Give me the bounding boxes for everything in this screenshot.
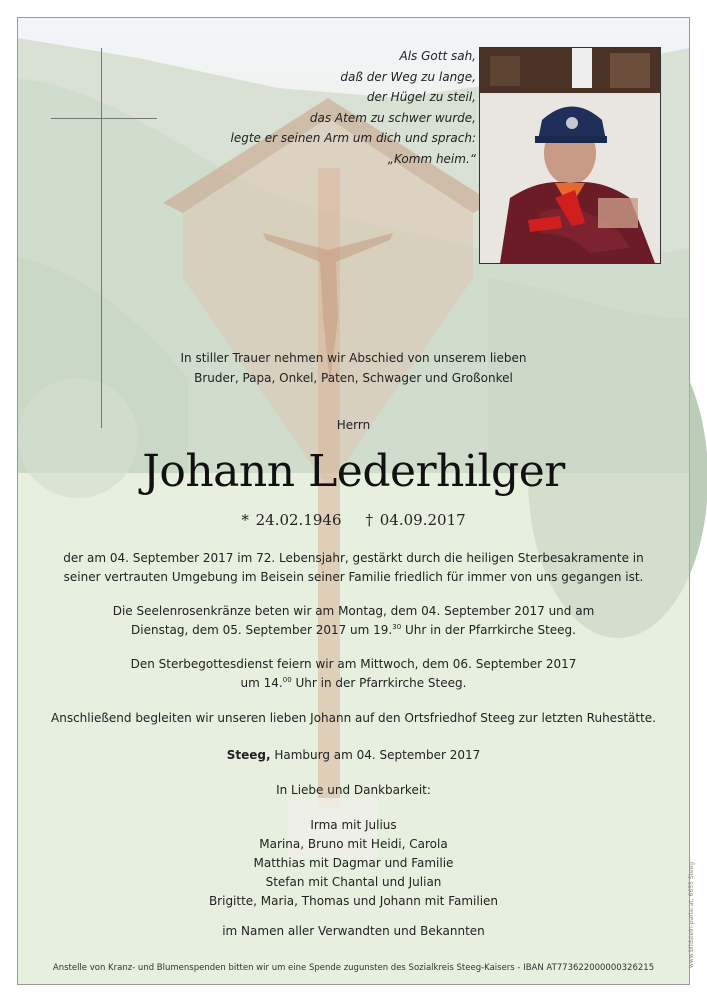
mourners-list	[18, 816, 689, 911]
gratitude-line	[18, 781, 689, 800]
mourner-entry: Stefan mit Chantal und Julian	[265, 875, 442, 889]
funeral-mass-line-2	[18, 674, 689, 693]
funeral-mass-line-2-rest: Uhr in der Pfarrkirche Steeg.	[291, 676, 467, 690]
life-dates	[18, 511, 689, 529]
intro-line-2: Bruder, Papa, Onkel, Paten, Schwager und Großonkel	[194, 371, 513, 385]
poem-line: „Komm heim.“	[387, 151, 476, 166]
closing-text: im Namen aller Verwandten und Bekannten	[222, 924, 485, 938]
burial-line: Anschließend begleiten wir unseren lieben Johann auf den Ortsfriedhof Steeg zur letzten Ruhestätte.	[51, 711, 656, 725]
date-line: Hamburg am 04. September 2017	[270, 748, 481, 762]
place-date	[18, 746, 689, 765]
obituary-card	[17, 17, 695, 985]
funeral-mass-paragraph	[18, 655, 689, 693]
death-paragraph-line-1: der am 04. September 2017 im 72. Lebensjahr, gestärkt durch die heiligen Sterbesakramente in	[63, 551, 644, 565]
mourner-entry: Brigitte, Maria, Thomas und Johann mit Familien	[208, 894, 499, 908]
burial-paragraph	[18, 709, 689, 728]
donation-footer: Anstelle von Kranz- und Blumenspenden bitten wir um eine Spende zugunsten des Sozialkreis Steeg-Kaisers - IBAN AT773622000000326215	[52, 963, 655, 973]
intro-text	[18, 348, 689, 388]
closing-line	[18, 922, 689, 941]
honorific: Herrn	[336, 418, 371, 432]
poem-line: das Atem zu schwer wurde,	[309, 110, 476, 125]
funeral-mass-line-2-text: um 14.	[240, 676, 283, 690]
rosary-line-2	[18, 621, 689, 640]
poem-line: der Hügel zu steil,	[366, 90, 476, 104]
poem-line: Als Gott sah,	[399, 49, 476, 63]
mourner-entry: Matthias mit Dagmar und Familie	[253, 856, 454, 870]
portrait-illustration	[480, 48, 660, 263]
mourner-entry: Marina, Bruno mit Heidi, Carola	[259, 837, 448, 851]
rosary-time-minutes: 30	[392, 623, 402, 631]
rosary-line-1: Die Seelenrosenkränze beten wir am Montag, dem 04. September 2017 und am	[112, 604, 595, 618]
death-date: † 04.09.2017	[365, 511, 466, 529]
poem-line: daß der Weg zu lange,	[340, 69, 476, 84]
funeral-mass-time-minutes: 00	[282, 676, 292, 684]
birth-date: * 24.02.1946	[241, 511, 342, 529]
deceased-name: Johann Lederhilger	[142, 446, 565, 497]
place: Steeg,	[226, 748, 271, 762]
gratitude-text: In Liebe und Dankbarkeit:	[276, 783, 431, 797]
funeral-mass-line-1: Den Sterbegottesdienst feiern wir am Mittwoch, dem 06. September 2017	[130, 657, 577, 671]
death-paragraph	[18, 549, 689, 587]
print-credit: www.bildstein-parte.at, 6655 Steeg	[688, 861, 695, 968]
rosary-line-2-rest: Uhr in der Pfarrkirche Steeg.	[401, 623, 576, 637]
rosary-paragraph	[18, 602, 689, 640]
rosary-line-2-text: Dienstag, dem 05. September 2017 um 19.	[131, 623, 393, 637]
intro-line-1: In stiller Trauer nehmen wir Abschied von unserem lieben	[180, 351, 527, 365]
poem	[198, 46, 476, 169]
portrait-photo	[479, 47, 661, 264]
death-paragraph-line-2: seiner vertrauten Umgebung im Beisein seiner Familie friedlich für immer von uns gegangen ist.	[63, 570, 644, 584]
poem-line: legte er seinen Arm um dich und sprach:	[230, 131, 476, 145]
cross-horizontal-line	[51, 118, 157, 119]
mourner-entry: Irma mit Julius	[310, 818, 397, 832]
